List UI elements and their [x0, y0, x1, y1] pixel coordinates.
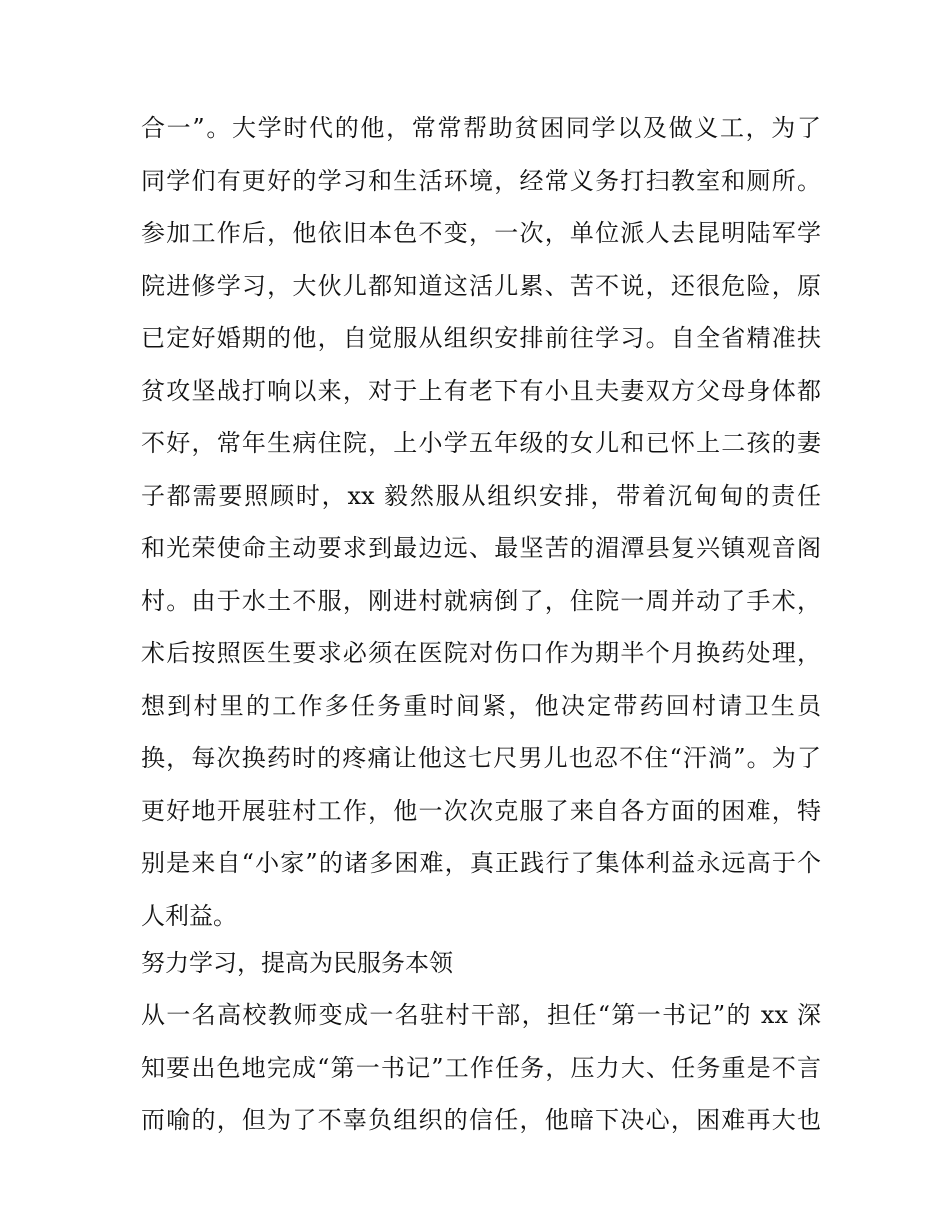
paragraph-line: 院进修学习，大伙儿都知道这活儿累、苦不说，还很危险，原 [141, 272, 821, 300]
paragraph-line: 想到村里的工作多任务重时间紧，他决定带药回村请卫生员 [141, 692, 821, 720]
paragraph-line: 合一”。大学时代的他，常常帮助贫困同学以及做义工，为了 [141, 114, 821, 142]
paragraph-line: 术后按照医生要求必须在医院对伤口作为期半个月换药处理， [141, 639, 821, 667]
paragraph-line: 子都需要照顾时，xx 毅然服从组织安排，带着沉甸甸的责任 [141, 482, 821, 510]
paragraph-line: 和光荣使命主动要求到最边远、最坚苦的湄潭县复兴镇观音阁 [141, 534, 821, 562]
paragraph-line: 更好地开展驻村工作，他一次次克服了来自各方面的困难，特 [141, 797, 821, 825]
paragraph-line: 已定好婚期的他，自觉服从组织安排前往学习。自全省精准扶 [141, 324, 821, 352]
paragraph-line: 而喻的，但为了不辜负组织的信任，他暗下决心，困难再大也 [141, 1106, 821, 1134]
paragraph-line: 同学们有更好的学习和生活环境，经常义务打扫教室和厕所。 [141, 167, 821, 195]
paragraph-line: 参加工作后，他依旧本色不变，一次，单位派人去昆明陆军学 [141, 219, 821, 247]
paragraph-line: 换，每次换药时的疼痛让他这七尺男儿也忍不住“汗淌”。为了 [141, 744, 821, 772]
paragraph-line: 村。由于水土不服，刚进村就病倒了，住院一周并动了手术， [141, 587, 821, 615]
paragraph-line: 别是来自“小家”的诸多困难，真正践行了集体利益永远高于个 [141, 849, 821, 877]
section-heading: 努力学习，提高为民服务本领 [141, 949, 453, 977]
paragraph-line: 从一名高校教师变成一名驻村干部，担任“第一书记”的 xx 深 [141, 1001, 821, 1029]
paragraph-line: 贫攻坚战打响以来，对于上有老下有小且夫妻双方父母身体都 [141, 377, 821, 405]
paragraph-last-line: 人利益。 [141, 902, 237, 930]
paragraph-line: 知要出色地完成“第一书记”工作任务，压力大、任务重是不言 [141, 1054, 821, 1082]
paragraph-line: 不好，常年生病住院，上小学五年级的女儿和已怀上二孩的妻 [141, 429, 821, 457]
